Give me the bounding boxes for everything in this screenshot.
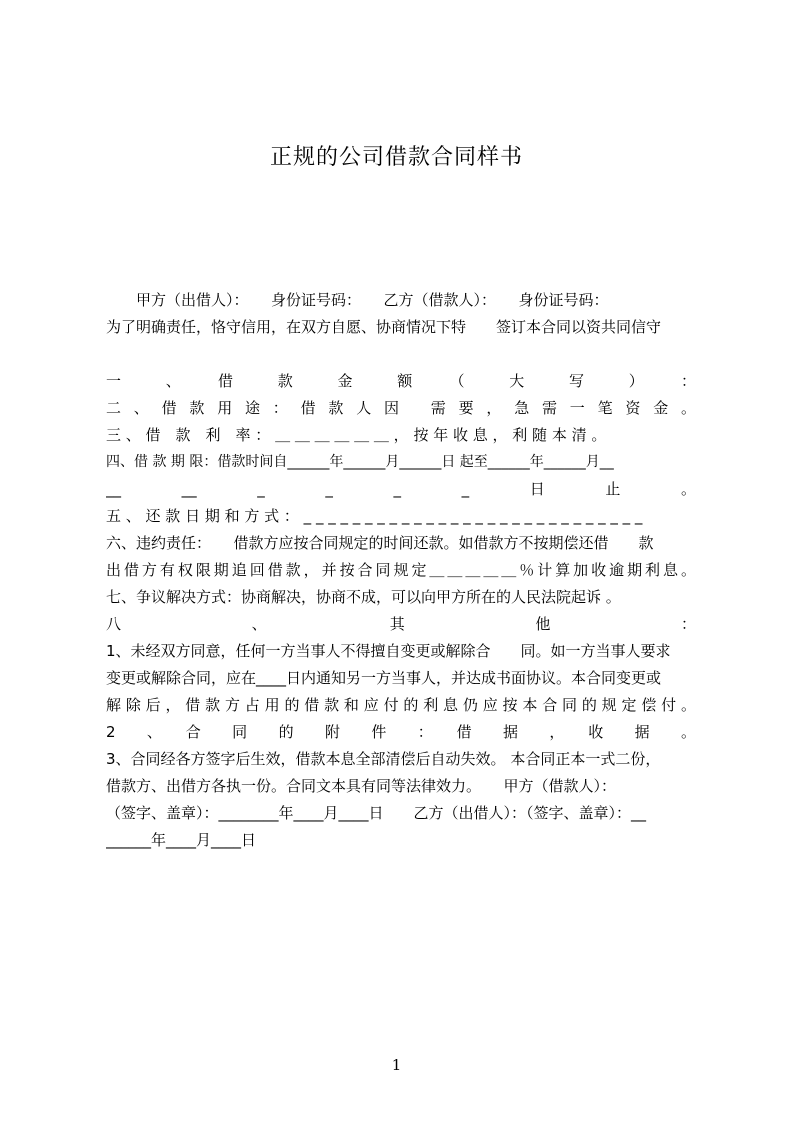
- text-line: 五 、 还 款 日 期 和 方 式 ： _ _ _ _ _ _ _ _ _ _ _ _ _ _ _ _ _ _ _ _ _ _ _ _ _ _ _ _: [106, 507, 643, 525]
- text-line: 七、争议解决方式：协商解决，协商不成，可以向甲方所在的人民法院起诉 。: [106, 588, 621, 606]
- text-line: 借款方、出借方各执一份。合同文本具有同等法律效力。 甲方（借款人）：: [106, 777, 617, 795]
- text-line: 2 、 合 同 的 附 件 ： 借 据 ， 收 据 。: [106, 723, 696, 741]
- text-line: 四、借 款 期 限：借款时间自______年______月______日 起至______年______月__: [106, 454, 614, 470]
- text-line: 三 、 借 款 利 率 ： ＿ ＿ ＿ ＿ ＿ ＿ ， 按 年 收 息 ， 利 随 本 清 。: [106, 426, 607, 444]
- text-line: 1、未经双方同意，任何一方当事人不得擅自变更或解除合 同。如一方当事人要求: [106, 642, 671, 660]
- text-line: 为了明确责任，恪守信用，在双方自愿、协商情况下特 签订本合同以资共同信守: [106, 318, 662, 336]
- text-line: （签字、盖章）：________年____月____日 乙方（出借人）：（签字、盖章）：__: [106, 804, 647, 822]
- text-line: 一 、 借 款 金 额 （ 大 写 ） ：: [106, 372, 696, 390]
- text-line: 3、合同经各方签字后生效，借款本息全部清偿后自动失效。 本合同正本一式二份，: [106, 750, 661, 768]
- text-line: 甲方（出借人）： 身份证号码： 乙方（借款人）： 身份证号码：: [106, 291, 609, 309]
- text-line: 出借方有权限期追回借款，并按合同规定＿＿＿＿＿％计算加收逾期利息。: [106, 561, 696, 579]
- text-line: 解除后，借款方占用的借款和应付的利息仍应按本合同的规定偿付。: [106, 696, 696, 714]
- page-number: 1: [391, 1056, 402, 1074]
- document-title: 正规的公司借款合同样书: [269, 145, 523, 170]
- text-line: 八 、 其 他 ：: [106, 615, 696, 633]
- text-line: __ __ _ _ _ _ 日 止 。: [106, 480, 696, 498]
- text-line: 六、违约责任： 借款方应按合同规定的时间还款。如借款方不按期偿还借 款: [106, 534, 654, 552]
- text-line: 变更或解除合同，应在____日内通知另一方当事人，并达成书面协议。本合同变更或: [106, 669, 662, 687]
- text-line: ______年____月____日: [106, 831, 257, 849]
- text-line: 二 、 借 款 用 途 ： 借 款 人 因 需 要 ， 急 需 一 笔 资 金 。: [106, 399, 696, 417]
